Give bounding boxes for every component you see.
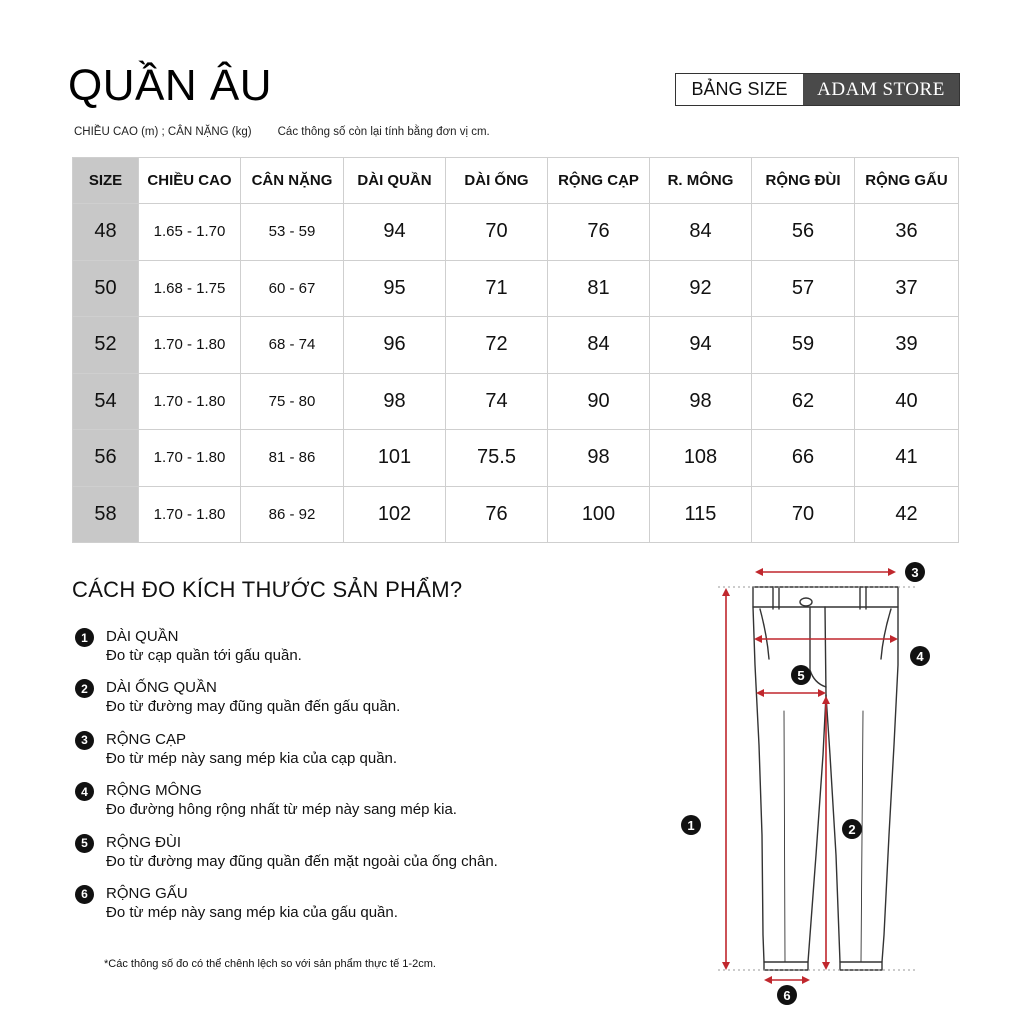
- cell-waist: 81: [548, 260, 650, 317]
- step-number-badge: 6: [75, 885, 94, 904]
- header-weight: CÂN NẶNG: [241, 158, 344, 204]
- marker-label: 4: [916, 649, 924, 664]
- table-row: [73, 430, 959, 487]
- cell-hip: 84: [650, 204, 752, 261]
- step-number-badge: 1: [75, 628, 94, 647]
- cell-inseam: 75.5: [446, 430, 548, 487]
- step-title: RỘNG ĐÙI: [106, 833, 181, 851]
- list-item: [75, 781, 635, 832]
- table-row: [73, 204, 959, 261]
- header-hem: RỘNG GẤU: [855, 158, 959, 204]
- cell-weight: 86 - 92: [241, 486, 344, 543]
- step-title: RỘNG MÔNG: [106, 782, 202, 800]
- cell-size: 50: [73, 260, 139, 317]
- size-chart-label: BẢNG SIZE: [676, 74, 803, 105]
- cell-pant-length: 98: [344, 373, 446, 430]
- step-desc: Đo đường hông rộng nhất từ mép này sang mép kia.: [106, 801, 457, 819]
- cell-waist: 84: [548, 317, 650, 374]
- step-title: DÀI ỐNG QUẦN: [106, 679, 217, 697]
- header-height: CHIỀU CAO: [139, 158, 241, 204]
- cell-thigh: 59: [752, 317, 855, 374]
- cell-thigh: 56: [752, 204, 855, 261]
- cell-hem: 36: [855, 204, 959, 261]
- units-height-weight: CHIỀU CAO (m) ; CÂN NẶNG (kg): [74, 126, 252, 138]
- trousers-diagram-icon: [670, 555, 950, 1005]
- cell-height: 1.70 - 1.80: [139, 486, 241, 543]
- header-inseam: DÀI ỐNG: [446, 158, 548, 204]
- step-desc: Đo từ đường may đũng quần đến gấu quần.: [106, 698, 401, 716]
- cell-height: 1.70 - 1.80: [139, 373, 241, 430]
- marker-3: [905, 562, 925, 582]
- marker-4: [910, 646, 930, 666]
- howto-title: CÁCH ĐO KÍCH THƯỚC SẢN PHẨM?: [72, 577, 463, 602]
- cell-inseam: 71: [446, 260, 548, 317]
- store-name: ADAM STORE: [803, 74, 959, 105]
- list-item: [75, 730, 635, 781]
- units-note: [74, 126, 490, 138]
- cell-thigh: 62: [752, 373, 855, 430]
- disclaimer-note: *Các thông số đo có thể chênh lệch so với sản phẩm thực tế 1-2cm.: [104, 958, 436, 970]
- step-desc: Đo từ mép này sang mép kia của cạp quần.: [106, 749, 398, 767]
- cell-waist: 76: [548, 204, 650, 261]
- cell-size: 52: [73, 317, 139, 374]
- cell-hem: 40: [855, 373, 959, 430]
- cell-hem: 37: [855, 260, 959, 317]
- cell-thigh: 66: [752, 430, 855, 487]
- header-thigh: RỘNG ĐÙI: [752, 158, 855, 204]
- header-hip: R. MÔNG: [650, 158, 752, 204]
- cell-inseam: 72: [446, 317, 548, 374]
- marker-2: [842, 819, 862, 839]
- cell-inseam: 70: [446, 204, 548, 261]
- step-title: DÀI QUẦN: [106, 628, 179, 645]
- table-row: [73, 486, 959, 543]
- header-size: SIZE: [73, 158, 139, 204]
- cell-pant-length: 102: [344, 486, 446, 543]
- marker-label: 3: [911, 565, 919, 580]
- table-row: [73, 373, 959, 430]
- cell-size: 58: [73, 486, 139, 543]
- table-row: [73, 260, 959, 317]
- cell-weight: 53 - 59: [241, 204, 344, 261]
- cell-size: 54: [73, 373, 139, 430]
- cell-height: 1.70 - 1.80: [139, 317, 241, 374]
- step-number-badge: 4: [75, 782, 94, 801]
- cell-waist: 90: [548, 373, 650, 430]
- step-title: RỘNG CẠP: [106, 730, 187, 748]
- brand-badge: [675, 73, 960, 106]
- measure-steps: [75, 627, 635, 935]
- cell-hip: 92: [650, 260, 752, 317]
- cell-inseam: 76: [446, 486, 548, 543]
- cell-waist: 98: [548, 430, 650, 487]
- marker-label: 1: [687, 818, 695, 833]
- cell-hip: 98: [650, 373, 752, 430]
- cell-height: 1.65 - 1.70: [139, 204, 241, 261]
- step-desc: Đo từ cạp quần tới gấu quần.: [106, 647, 302, 664]
- marker-5: [791, 665, 811, 685]
- cell-hem: 41: [855, 430, 959, 487]
- list-item: [75, 678, 635, 729]
- step-number-badge: 2: [75, 679, 94, 698]
- cell-hip: 115: [650, 486, 752, 543]
- marker-label: 5: [797, 668, 805, 683]
- cell-size: 56: [73, 430, 139, 487]
- cell-thigh: 70: [752, 486, 855, 543]
- units-other: Các thông số còn lại tính bằng đơn vị cm.: [277, 126, 490, 138]
- table-header-row: [73, 158, 959, 204]
- cell-pant-length: 95: [344, 260, 446, 317]
- cell-height: 1.70 - 1.80: [139, 430, 241, 487]
- cell-weight: 60 - 67: [241, 260, 344, 317]
- cell-hip: 108: [650, 430, 752, 487]
- marker-label: 6: [783, 988, 791, 1003]
- cell-weight: 68 - 74: [241, 317, 344, 374]
- marker-1: [681, 815, 701, 835]
- step-title: RỘNG GẤU: [106, 884, 188, 902]
- cell-size: 48: [73, 204, 139, 261]
- list-item: [75, 627, 635, 678]
- cell-inseam: 74: [446, 373, 548, 430]
- marker-6: [777, 985, 797, 1005]
- list-item: [75, 884, 635, 935]
- cell-height: 1.68 - 1.75: [139, 260, 241, 317]
- cell-pant-length: 101: [344, 430, 446, 487]
- step-number-badge: 5: [75, 834, 94, 853]
- header-pant-length: DÀI QUẦN: [344, 158, 446, 204]
- cell-weight: 75 - 80: [241, 373, 344, 430]
- header-waist: RỘNG CẠP: [548, 158, 650, 204]
- cell-pant-length: 96: [344, 317, 446, 374]
- cell-hem: 42: [855, 486, 959, 543]
- cell-hem: 39: [855, 317, 959, 374]
- step-number-badge: 3: [75, 731, 94, 750]
- cell-thigh: 57: [752, 260, 855, 317]
- cell-waist: 100: [548, 486, 650, 543]
- size-table: [72, 157, 959, 543]
- step-desc: Đo từ đường may đũng quần đến mặt ngoài của ống chân.: [106, 852, 498, 870]
- cell-pant-length: 94: [344, 204, 446, 261]
- cell-weight: 81 - 86: [241, 430, 344, 487]
- table-row: [73, 317, 959, 374]
- step-desc: Đo từ mép này sang mép kia của gấu quần.: [106, 903, 398, 921]
- marker-label: 2: [848, 822, 856, 837]
- cell-hip: 94: [650, 317, 752, 374]
- list-item: [75, 833, 635, 884]
- page-title: QUẦN ÂU: [68, 61, 272, 110]
